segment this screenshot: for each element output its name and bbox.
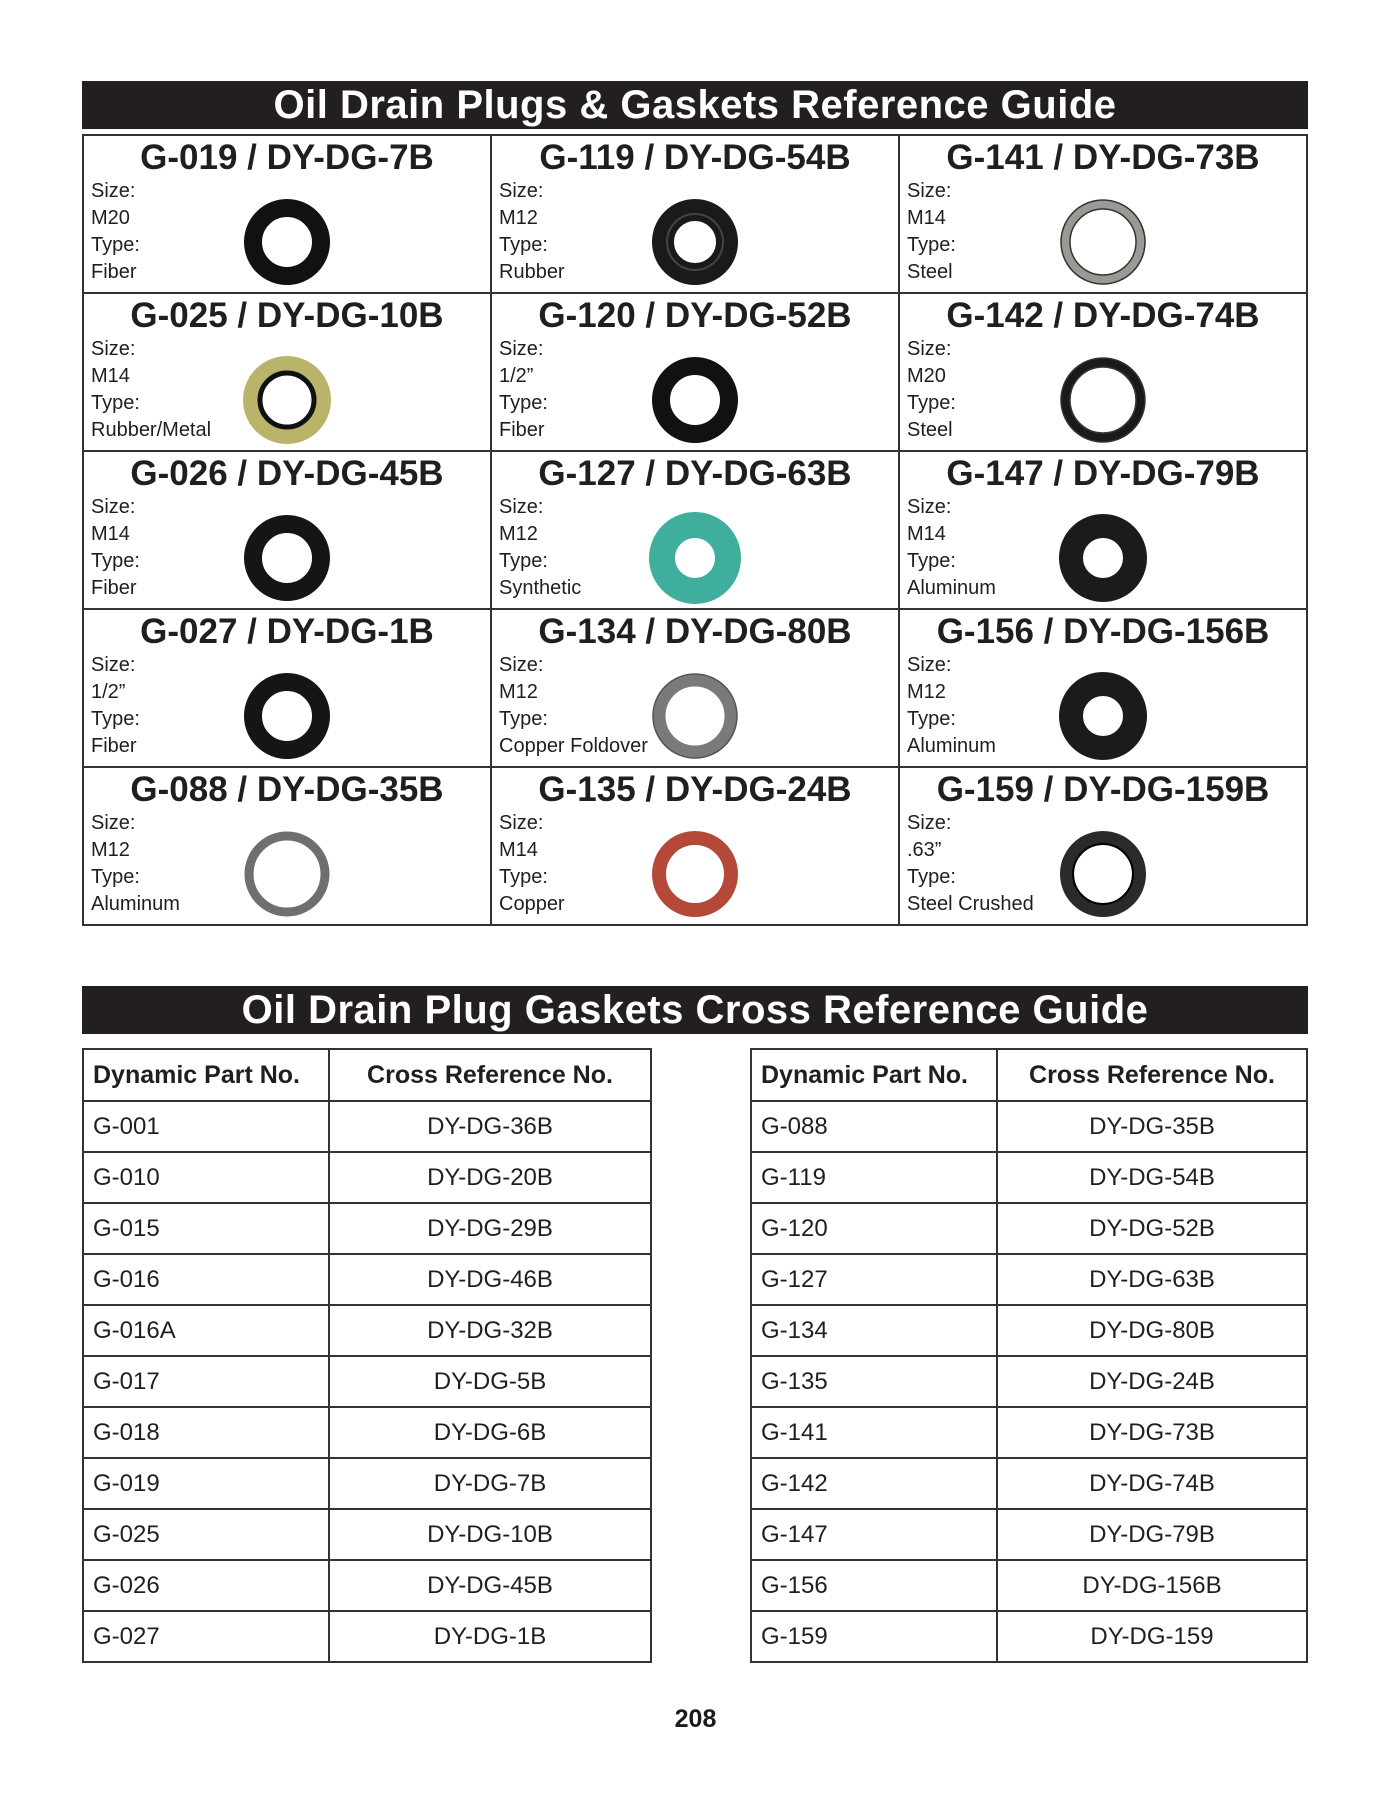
part-title: G-088 / DY-DG-35B [130, 770, 444, 809]
type-value: Rubber/Metal [91, 419, 212, 441]
cross-reference-cell: DY-DG-73B [997, 1407, 1307, 1458]
part-title: G-134 / DY-DG-80B [538, 612, 852, 651]
size-label: Size: [499, 496, 544, 518]
type-value: Fiber [91, 735, 137, 757]
cross-reference-cell: DY-DG-45B [329, 1560, 651, 1611]
cross-reference-cell: DY-DG-24B [997, 1356, 1307, 1407]
size-value: M14 [91, 523, 130, 545]
gasket-cell [492, 452, 900, 610]
type-value: Fiber [499, 419, 545, 441]
gasket-cell [900, 610, 1308, 768]
cross-reference-cell: DY-DG-20B [329, 1152, 651, 1203]
gasket-cell [492, 768, 900, 926]
cross-reference-cell: DY-DG-79B [997, 1509, 1307, 1560]
size-label: Size: [499, 654, 544, 676]
cross-reference-cell: DY-DG-74B [997, 1458, 1307, 1509]
cross-reference-cell: DY-DG-35B [997, 1101, 1307, 1152]
dynamic-part-cell: G-119 [751, 1152, 997, 1203]
table-row [751, 1611, 1307, 1662]
type-value: Copper [499, 893, 565, 915]
table-row [83, 1101, 651, 1152]
size-label: Size: [907, 812, 952, 834]
spec-block [907, 494, 996, 602]
part-title: G-127 / DY-DG-63B [538, 454, 852, 493]
type-value: Copper Foldover [499, 735, 648, 757]
gasket-cell [84, 452, 492, 610]
dynamic-part-header: Dynamic Part No. [751, 1049, 997, 1101]
gasket-cell [84, 610, 492, 768]
dynamic-part-cell: G-025 [83, 1509, 329, 1560]
table-header-row [751, 1049, 1307, 1101]
spec-block [907, 652, 996, 760]
type-value: Steel Crushed [907, 893, 1034, 915]
gasket-cell [492, 610, 900, 768]
gasket-cell [84, 136, 492, 294]
part-title: G-119 / DY-DG-54B [539, 138, 851, 177]
table-row [751, 1101, 1307, 1152]
spec-block [499, 810, 565, 918]
gasket-reference-grid [82, 134, 1308, 926]
type-label: Type: [499, 550, 548, 572]
size-value: M20 [91, 207, 130, 229]
size-value: M14 [907, 207, 946, 229]
black-aluminum-gasket-image [1057, 512, 1149, 604]
gasket-cell [492, 294, 900, 452]
part-title: G-156 / DY-DG-156B [936, 612, 1270, 651]
spec-block [499, 652, 648, 760]
black-fiber-gasket-image [241, 512, 333, 604]
size-value: M12 [499, 207, 538, 229]
black-fiber-gasket-image [649, 354, 741, 446]
dynamic-part-cell: G-156 [751, 1560, 997, 1611]
reference-guide-title: Oil Drain Plugs & Gaskets Reference Guide [82, 81, 1308, 129]
type-label: Type: [91, 708, 140, 730]
grey-foldover-gasket-image [649, 670, 741, 762]
table-row [83, 1356, 651, 1407]
part-title: G-142 / DY-DG-74B [946, 296, 1260, 335]
spec-block [907, 810, 1034, 918]
size-label: Size: [499, 338, 544, 360]
rubber-metal-gasket-image [241, 354, 333, 446]
type-label: Type: [499, 708, 548, 730]
table-row [83, 1458, 651, 1509]
size-label: Size: [91, 180, 136, 202]
cross-reference-table-left [82, 1048, 652, 1663]
spec-block [91, 494, 140, 602]
table-row [751, 1458, 1307, 1509]
size-value: M14 [499, 839, 538, 861]
cross-reference-cell: DY-DG-36B [329, 1101, 651, 1152]
type-value: Synthetic [499, 577, 582, 599]
size-value: 1/2” [91, 681, 126, 703]
type-label: Type: [499, 234, 548, 256]
gasket-cell [492, 136, 900, 294]
size-value: .63” [907, 839, 942, 861]
part-title: G-025 / DY-DG-10B [130, 296, 444, 335]
gasket-cell [900, 294, 1308, 452]
green-synthetic-gasket-image [649, 512, 741, 604]
size-label: Size: [91, 496, 136, 518]
dynamic-part-cell: G-088 [751, 1101, 997, 1152]
dynamic-part-cell: G-019 [83, 1458, 329, 1509]
table-row [83, 1407, 651, 1458]
size-value: M12 [907, 681, 946, 703]
black-fiber-gasket-image [241, 196, 333, 288]
part-title: G-141 / DY-DG-73B [946, 138, 1260, 177]
size-value: M12 [499, 681, 538, 703]
size-label: Size: [91, 812, 136, 834]
cross-reference-cell: DY-DG-52B [997, 1203, 1307, 1254]
black-aluminum-gasket-image [1057, 670, 1149, 762]
cross-reference-cell: DY-DG-7B [329, 1458, 651, 1509]
cross-reference-title: Oil Drain Plug Gaskets Cross Reference Guide [82, 986, 1308, 1034]
size-value: 1/2” [499, 365, 534, 387]
table-row [751, 1254, 1307, 1305]
steel-ring-gasket-image [1057, 196, 1149, 288]
dynamic-part-cell: G-120 [751, 1203, 997, 1254]
table-row [83, 1203, 651, 1254]
type-value: Fiber [91, 261, 137, 283]
dynamic-part-cell: G-001 [83, 1101, 329, 1152]
table-row [83, 1509, 651, 1560]
dynamic-part-cell: G-017 [83, 1356, 329, 1407]
gasket-cell [84, 768, 492, 926]
cross-reference-cell: DY-DG-46B [329, 1254, 651, 1305]
spec-block [91, 178, 140, 286]
size-label: Size: [499, 812, 544, 834]
dynamic-part-cell: G-026 [83, 1560, 329, 1611]
size-value: M12 [91, 839, 130, 861]
table-header-row [83, 1049, 651, 1101]
table-row [751, 1407, 1307, 1458]
type-label: Type: [907, 550, 956, 572]
cross-reference-cell: DY-DG-32B [329, 1305, 651, 1356]
spec-block [91, 810, 180, 918]
size-label: Size: [91, 338, 136, 360]
part-title: G-135 / DY-DG-24B [538, 770, 852, 809]
spec-block [907, 336, 956, 444]
cross-reference-cell: DY-DG-63B [997, 1254, 1307, 1305]
cross-reference-header: Cross Reference No. [997, 1049, 1307, 1101]
dynamic-part-cell: G-016 [83, 1254, 329, 1305]
type-value: Aluminum [907, 577, 996, 599]
gasket-cell [84, 294, 492, 452]
spec-block [91, 652, 140, 760]
spec-block [499, 494, 581, 602]
type-label: Type: [499, 392, 548, 414]
cross-reference-cell: DY-DG-5B [329, 1356, 651, 1407]
table-row [751, 1305, 1307, 1356]
table-row [751, 1203, 1307, 1254]
part-title: G-026 / DY-DG-45B [130, 454, 444, 493]
table-row [751, 1356, 1307, 1407]
type-label: Type: [907, 392, 956, 414]
grey-aluminum-gasket-image [241, 828, 333, 920]
spec-block [499, 336, 548, 444]
page-number: 208 [674, 1705, 717, 1733]
spec-block [907, 178, 956, 286]
part-title: G-019 / DY-DG-7B [140, 138, 434, 177]
type-label: Type: [91, 550, 140, 572]
dynamic-part-cell: G-147 [751, 1509, 997, 1560]
type-label: Type: [91, 866, 140, 888]
dynamic-part-cell: G-015 [83, 1203, 329, 1254]
part-title: G-159 / DY-DG-159B [936, 770, 1270, 809]
type-value: Steel [907, 419, 953, 441]
part-title: G-027 / DY-DG-1B [140, 612, 434, 651]
part-title: G-120 / DY-DG-52B [538, 296, 852, 335]
type-value: Aluminum [91, 893, 180, 915]
type-value: Aluminum [907, 735, 996, 757]
table-row [83, 1152, 651, 1203]
spec-block [499, 178, 565, 286]
cross-reference-header: Cross Reference No. [329, 1049, 651, 1101]
size-value: M14 [91, 365, 130, 387]
spec-block [91, 336, 211, 444]
copper-gasket-image [649, 828, 741, 920]
table-row [83, 1305, 651, 1356]
cross-reference-cell: DY-DG-29B [329, 1203, 651, 1254]
cross-reference-cell: DY-DG-6B [329, 1407, 651, 1458]
type-label: Type: [91, 234, 140, 256]
cross-reference-cell: DY-DG-156B [997, 1560, 1307, 1611]
type-label: Type: [91, 392, 140, 414]
size-value: M12 [499, 523, 538, 545]
table-row [83, 1611, 651, 1662]
size-label: Size: [907, 180, 952, 202]
size-label: Size: [907, 654, 952, 676]
type-value: Steel [907, 261, 953, 283]
table-row [751, 1509, 1307, 1560]
dynamic-part-cell: G-016A [83, 1305, 329, 1356]
type-label: Type: [499, 866, 548, 888]
dynamic-part-cell: G-159 [751, 1611, 997, 1662]
dynamic-part-cell: G-010 [83, 1152, 329, 1203]
type-label: Type: [907, 234, 956, 256]
black-fiber-gasket-image [241, 670, 333, 762]
dynamic-part-cell: G-018 [83, 1407, 329, 1458]
dynamic-part-cell: G-142 [751, 1458, 997, 1509]
cross-reference-table-right [750, 1048, 1308, 1663]
size-label: Size: [91, 654, 136, 676]
dynamic-part-header: Dynamic Part No. [83, 1049, 329, 1101]
gasket-cell [900, 452, 1308, 610]
cross-reference-cell: DY-DG-80B [997, 1305, 1307, 1356]
steel-crushed-gasket-image [1057, 828, 1149, 920]
cross-reference-cell: DY-DG-159 [997, 1611, 1307, 1662]
table-row [751, 1152, 1307, 1203]
type-label: Type: [907, 708, 956, 730]
size-value: M20 [907, 365, 946, 387]
dynamic-part-cell: G-141 [751, 1407, 997, 1458]
gasket-cell [900, 136, 1308, 294]
table-row [83, 1560, 651, 1611]
dynamic-part-cell: G-134 [751, 1305, 997, 1356]
dynamic-part-cell: G-135 [751, 1356, 997, 1407]
table-row [751, 1560, 1307, 1611]
type-value: Fiber [91, 577, 137, 599]
type-value: Rubber [499, 261, 565, 283]
dynamic-part-cell: G-027 [83, 1611, 329, 1662]
steel-ring-gasket-image [1057, 354, 1149, 446]
dynamic-part-cell: G-127 [751, 1254, 997, 1305]
cross-reference-cell: DY-DG-10B [329, 1509, 651, 1560]
gasket-cell [900, 768, 1308, 926]
part-title: G-147 / DY-DG-79B [946, 454, 1260, 493]
black-rubber-gasket-image [649, 196, 741, 288]
size-label: Size: [907, 496, 952, 518]
size-label: Size: [907, 338, 952, 360]
size-label: Size: [499, 180, 544, 202]
cross-reference-cell: DY-DG-1B [329, 1611, 651, 1662]
table-row [83, 1254, 651, 1305]
type-label: Type: [907, 866, 956, 888]
cross-reference-cell: DY-DG-54B [997, 1152, 1307, 1203]
size-value: M14 [907, 523, 946, 545]
